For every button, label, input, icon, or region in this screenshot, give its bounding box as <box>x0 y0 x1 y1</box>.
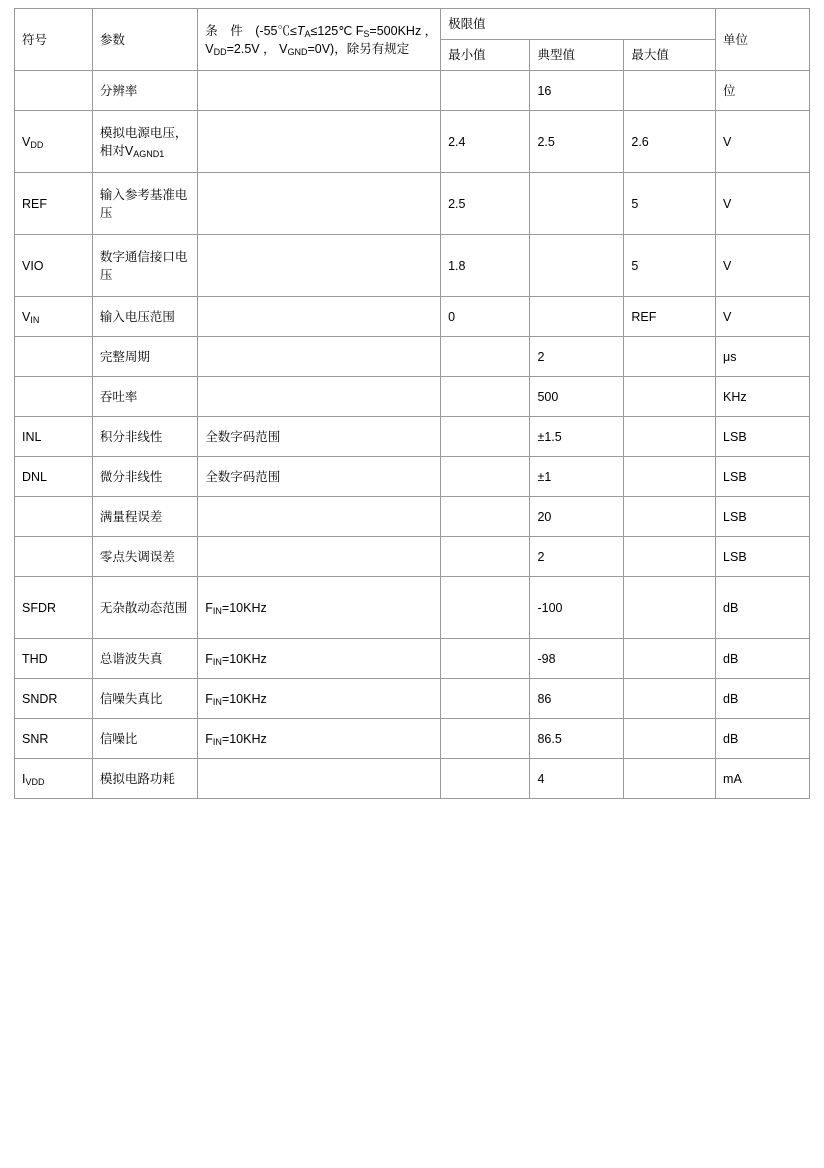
parameter-text: 吞吐率 <box>99 389 138 404</box>
cell-max <box>624 71 716 111</box>
cell-symbol <box>15 173 93 235</box>
condition-subscript: IN <box>212 697 222 708</box>
cell-condition <box>198 297 441 337</box>
parameter-text: 满量程误差 <box>99 509 163 524</box>
cell-condition <box>198 71 441 111</box>
condition-line2-b: =500KHz ， V <box>205 23 444 56</box>
condition-line1-post: ≤125℃ <box>310 23 353 38</box>
parameter-text: 输入电压范围 <box>99 309 175 324</box>
cell-parameter <box>92 111 197 173</box>
cell-symbol <box>15 577 93 639</box>
cell-min <box>441 679 530 719</box>
header-limit: 极限值 <box>441 9 716 40</box>
cell-symbol <box>15 71 93 111</box>
cell-max <box>624 639 716 679</box>
condition-text: F <box>205 691 213 706</box>
cell-min: 2.5 <box>441 173 530 235</box>
cell-condition <box>198 497 441 537</box>
cell-symbol <box>15 457 93 497</box>
cell-parameter <box>92 577 197 639</box>
table-row <box>15 297 810 337</box>
cell-typ: -100 <box>530 577 624 639</box>
parameter-text: 分辨率 <box>99 83 138 98</box>
table-row <box>15 537 810 577</box>
parameter-text: 数字通信接口电压 <box>99 249 188 282</box>
cell-unit: LSB <box>716 417 810 457</box>
cell-max <box>624 377 716 417</box>
condition-post-text: =10KHz <box>221 731 267 746</box>
condition-line1-pre: 条 件 (-55℃≤ <box>205 23 297 38</box>
cell-parameter <box>92 235 197 297</box>
condition-line2-b-sub: DD <box>213 47 227 58</box>
cell-max <box>624 457 716 497</box>
cell-min <box>441 377 530 417</box>
cell-condition <box>198 457 441 497</box>
symbol-text: SNDR <box>22 691 58 706</box>
cell-condition <box>198 337 441 377</box>
table-header <box>15 9 810 71</box>
cell-typ: 86 <box>530 679 624 719</box>
cell-symbol <box>15 297 93 337</box>
cell-min <box>441 719 530 759</box>
table-row <box>15 235 810 297</box>
symbol-text: INL <box>22 429 42 444</box>
cell-parameter <box>92 679 197 719</box>
cell-parameter <box>92 457 197 497</box>
cell-condition <box>198 639 441 679</box>
cell-parameter <box>92 537 197 577</box>
table-row <box>15 417 810 457</box>
cell-typ: ±1 <box>530 457 624 497</box>
condition-subscript: IN <box>212 737 222 748</box>
condition-text: F <box>205 600 213 615</box>
symbol-text: VIO <box>22 258 44 273</box>
cell-unit: dB <box>716 719 810 759</box>
cell-max <box>624 537 716 577</box>
cell-condition <box>198 173 441 235</box>
parameter-text: 模拟电路功耗 <box>99 771 175 786</box>
header-row-top <box>15 9 810 40</box>
condition-subscript: IN <box>212 657 222 668</box>
specification-table <box>14 8 810 799</box>
cell-typ: 500 <box>530 377 624 417</box>
cell-typ: 16 <box>530 71 624 111</box>
condition-line1-italic: T <box>296 23 305 38</box>
cell-typ <box>530 235 624 297</box>
condition-line3-b: =0V)，除另有规定 <box>307 41 410 56</box>
cell-max <box>624 337 716 377</box>
table-row <box>15 457 810 497</box>
cell-max: REF <box>624 297 716 337</box>
cell-symbol <box>15 377 93 417</box>
cell-unit: V <box>716 235 810 297</box>
cell-unit: LSB <box>716 457 810 497</box>
cell-min <box>441 537 530 577</box>
cell-unit: V <box>716 173 810 235</box>
cell-max <box>624 679 716 719</box>
cell-max <box>624 497 716 537</box>
cell-parameter <box>92 173 197 235</box>
cell-symbol <box>15 497 93 537</box>
cell-max <box>624 759 716 799</box>
cell-typ <box>530 173 624 235</box>
condition-text: F <box>205 731 213 746</box>
parameter-text: 无杂散动态范围 <box>99 600 188 615</box>
table-row <box>15 173 810 235</box>
cell-min <box>441 577 530 639</box>
cell-unit: dB <box>716 639 810 679</box>
table-row <box>15 719 810 759</box>
cell-unit: 位 <box>716 71 810 111</box>
cell-symbol <box>15 111 93 173</box>
cell-unit: μs <box>716 337 810 377</box>
cell-max <box>624 577 716 639</box>
header-parameter: 参数 <box>92 9 197 71</box>
cell-min <box>441 417 530 457</box>
table-row <box>15 111 810 173</box>
condition-text: 全数字码范围 <box>205 429 281 444</box>
cell-parameter <box>92 297 197 337</box>
condition-line3-a: V <box>279 41 288 56</box>
symbol-text: DNL <box>22 469 48 484</box>
symbol-text: V <box>22 309 31 324</box>
header-typ: 典型值 <box>530 40 624 71</box>
symbol-subscript: DD <box>30 140 44 151</box>
cell-min <box>441 457 530 497</box>
header-min: 最小值 <box>441 40 530 71</box>
condition-post-text: =10KHz <box>221 691 267 706</box>
cell-unit: V <box>716 297 810 337</box>
condition-line1-sub: A <box>304 29 311 40</box>
header-symbol: 符号 <box>15 9 93 71</box>
table-row <box>15 639 810 679</box>
parameter-text: 积分非线性 <box>99 429 163 444</box>
cell-min: 2.4 <box>441 111 530 173</box>
cell-condition <box>198 759 441 799</box>
symbol-text: THD <box>22 651 48 666</box>
cell-typ: 20 <box>530 497 624 537</box>
table-row <box>15 577 810 639</box>
cell-max: 2.6 <box>624 111 716 173</box>
parameter-text: 输入参考基准电压 <box>99 187 188 220</box>
cell-condition <box>198 111 441 173</box>
parameter-extra-subscript: AGND1 <box>133 149 165 160</box>
cell-typ: 2 <box>530 537 624 577</box>
cell-symbol <box>15 417 93 457</box>
symbol-subscript: VDD <box>25 777 45 788</box>
cell-symbol <box>15 337 93 377</box>
cell-condition <box>198 377 441 417</box>
parameter-extra-text: V <box>124 143 134 158</box>
cell-unit: dB <box>716 577 810 639</box>
cell-max: 5 <box>624 173 716 235</box>
condition-line2-c: =2.5V ， <box>226 41 276 56</box>
cell-condition <box>198 577 441 639</box>
cell-unit: KHz <box>716 377 810 417</box>
cell-unit: LSB <box>716 497 810 537</box>
table-row <box>15 759 810 799</box>
cell-symbol <box>15 639 93 679</box>
cell-typ: 2 <box>530 337 624 377</box>
parameter-text: 完整周期 <box>99 349 150 364</box>
cell-condition <box>198 417 441 457</box>
symbol-text: V <box>22 134 31 149</box>
table-row <box>15 679 810 719</box>
cell-typ: 86.5 <box>530 719 624 759</box>
cell-condition <box>198 537 441 577</box>
cell-unit: V <box>716 111 810 173</box>
cell-symbol <box>15 537 93 577</box>
cell-unit: LSB <box>716 537 810 577</box>
cell-parameter <box>92 719 197 759</box>
condition-line2-a-sub: S <box>363 29 370 40</box>
cell-min <box>441 497 530 537</box>
parameter-text: 信噪失真比 <box>99 691 163 706</box>
cell-unit: mA <box>716 759 810 799</box>
symbol-text: I <box>22 771 26 786</box>
table-row <box>15 337 810 377</box>
cell-min <box>441 639 530 679</box>
cell-typ: 4 <box>530 759 624 799</box>
table-row <box>15 377 810 417</box>
parameter-text: 信噪比 <box>99 731 138 746</box>
header-max: 最大值 <box>624 40 716 71</box>
cell-parameter <box>92 71 197 111</box>
cell-unit: dB <box>716 679 810 719</box>
condition-line3-a-sub: GND <box>287 47 308 58</box>
table-row <box>15 71 810 111</box>
cell-symbol <box>15 719 93 759</box>
cell-min <box>441 337 530 377</box>
cell-min <box>441 71 530 111</box>
cell-condition <box>198 235 441 297</box>
cell-typ <box>530 297 624 337</box>
cell-typ: ±1.5 <box>530 417 624 457</box>
parameter-text: 总谐波失真 <box>99 651 163 666</box>
cell-min: 1.8 <box>441 235 530 297</box>
cell-symbol <box>15 759 93 799</box>
condition-text: 全数字码范围 <box>205 469 281 484</box>
parameter-text: 模拟电源电压，相对 <box>99 125 188 158</box>
cell-min <box>441 759 530 799</box>
cell-parameter <box>92 377 197 417</box>
cell-symbol <box>15 235 93 297</box>
condition-subscript: IN <box>212 606 222 617</box>
cell-max: 5 <box>624 235 716 297</box>
table-row <box>15 497 810 537</box>
cell-condition <box>198 679 441 719</box>
condition-post-text: =10KHz <box>221 651 267 666</box>
symbol-text: SNR <box>22 731 49 746</box>
cell-parameter <box>92 417 197 457</box>
cell-typ: 2.5 <box>530 111 624 173</box>
cell-parameter <box>92 759 197 799</box>
cell-max <box>624 417 716 457</box>
cell-parameter <box>92 337 197 377</box>
symbol-text: SFDR <box>22 600 57 615</box>
cell-condition <box>198 719 441 759</box>
cell-symbol <box>15 679 93 719</box>
header-condition <box>198 9 444 71</box>
cell-parameter <box>92 497 197 537</box>
cell-min: 0 <box>441 297 530 337</box>
condition-line2-a: F <box>355 23 364 38</box>
condition-post-text: =10KHz <box>221 600 267 615</box>
symbol-text: REF <box>22 196 47 211</box>
table-body <box>15 71 810 799</box>
symbol-subscript: IN <box>30 315 40 326</box>
header-unit: 单位 <box>716 9 810 71</box>
parameter-text: 微分非线性 <box>99 469 163 484</box>
cell-max <box>624 719 716 759</box>
parameter-text: 零点失调误差 <box>99 549 175 564</box>
cell-parameter <box>92 639 197 679</box>
cell-typ: -98 <box>530 639 624 679</box>
condition-text: F <box>205 651 213 666</box>
